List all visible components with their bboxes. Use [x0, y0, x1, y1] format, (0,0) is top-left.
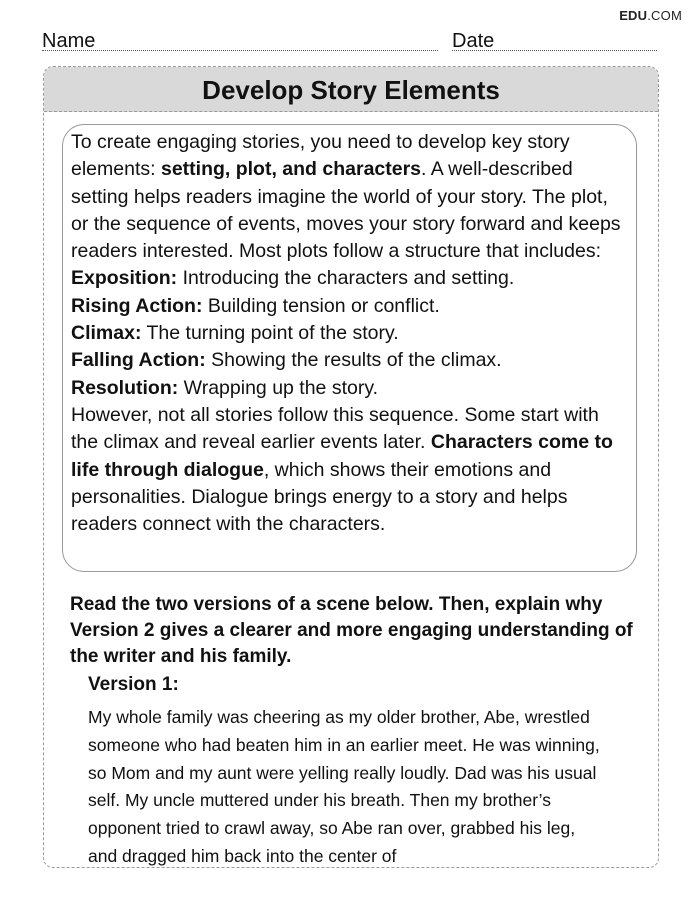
intro-text-continued: . A well-described setting helps readers imagine the world of your story. The plot, or the sequence of events, moves your story forward and keeps readers interested. Most plots follow a structure that includes:	[71, 158, 621, 263]
plot-desc: Showing the results of the climax.	[205, 349, 502, 372]
name-date-header	[40, 30, 660, 52]
closing-text: However, not all stories follow this sequence. Some start with the climax and reveal earlier events later.	[71, 403, 599, 454]
intro-paragraph	[71, 129, 630, 265]
plot-item-rising-action	[71, 293, 630, 320]
plot-item-exposition	[71, 265, 630, 292]
brand-logo	[619, 8, 682, 23]
worksheet-card	[43, 66, 659, 868]
plot-desc: Introducing the characters and setting.	[177, 267, 515, 290]
instructions: Read the two versions of a scene below. Then, explain why Version 2 gives a clearer and more engaging understanding of the writer and his family.	[70, 594, 633, 667]
plot-desc: Building tension or conflict.	[202, 294, 440, 317]
plot-term: Rising Action:	[71, 294, 203, 317]
plot-item-resolution	[71, 375, 630, 402]
plot-desc: The turning point of the story.	[141, 322, 399, 345]
plot-term: Exposition:	[71, 267, 178, 290]
worksheet-title: Develop Story Elements	[44, 67, 658, 112]
brand-logo-bold: EDU	[619, 8, 648, 23]
plot-term: Falling Action:	[71, 349, 206, 372]
closing-key-phrase: Characters come to life through dialogue	[71, 431, 613, 481]
version-1-title: Version 1:	[88, 674, 179, 695]
plot-term: Resolution:	[71, 376, 179, 399]
version-1-text: My whole family was cheering as my older brother, Abe, wrestled someone who had beaten him in an earlier meet. He was winning, so Mom and my aunt were yelling really loudly. Dad was his usual self. My uncle muttered under his breath. Then my brother’s opponent tried to crawl away, so Abe ran over, grabbed his leg, and dragged him back into the center of	[88, 707, 600, 866]
plot-item-climax	[71, 320, 630, 347]
intro-box	[62, 124, 637, 572]
plot-desc: Wrapping up the story.	[178, 376, 379, 399]
plot-item-falling-action	[71, 347, 630, 374]
date-label: Date	[452, 30, 495, 52]
intro-key-elements: setting, plot, and characters	[160, 158, 422, 181]
intro-text: To create engaging stories, you need to develop key story elements:	[71, 131, 570, 181]
brand-logo-suffix: .COM	[647, 8, 682, 23]
date-line[interactable]	[452, 50, 657, 51]
name-label: Name	[42, 30, 96, 52]
name-line[interactable]	[42, 50, 438, 51]
closing-text-continued: , which shows their emotions and personalities. Dialogue brings energy to a story and helps readers connect with the characters.	[71, 458, 568, 536]
plot-term: Climax:	[71, 322, 142, 345]
closing-paragraph	[71, 402, 630, 538]
